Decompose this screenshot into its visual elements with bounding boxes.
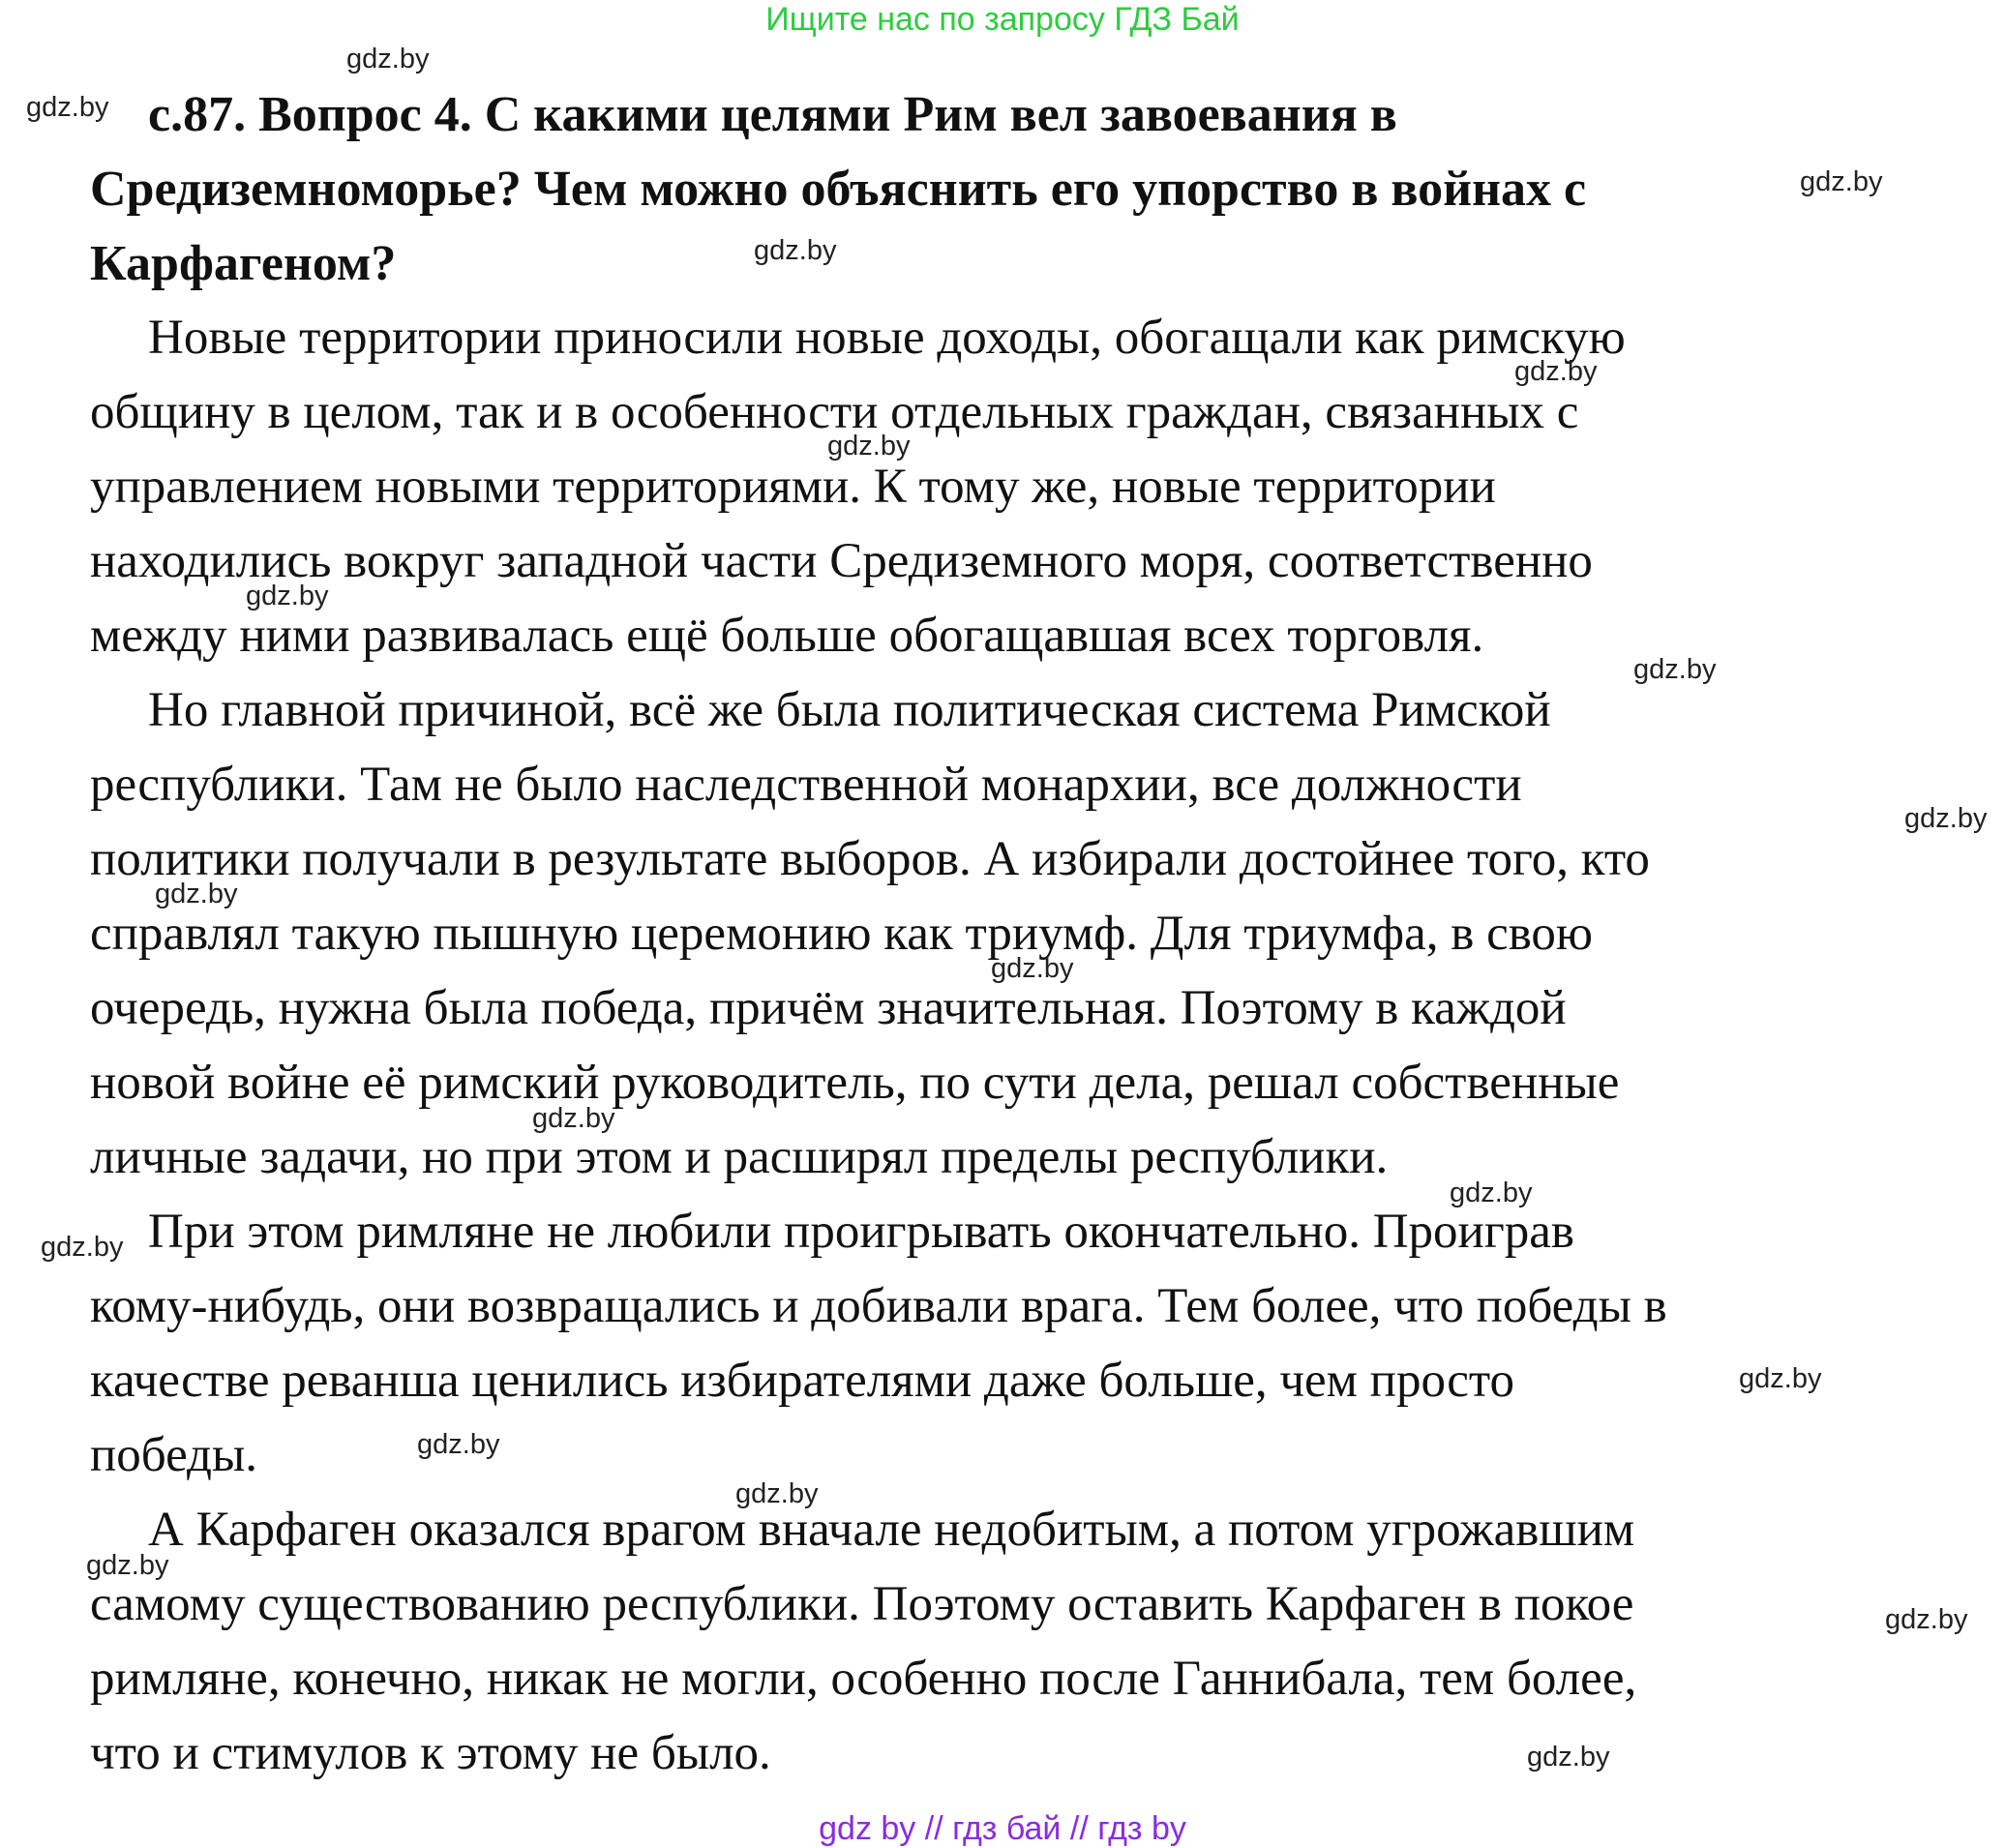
question-heading [90,77,1958,301]
answer-line: кому-нибудь, они возвращались и добивали врага. Тем более, что победы в [90,1279,1667,1333]
answer-line: политики получали в результате выборов. А избирали достойнее того, кто [90,832,1650,886]
watermark: gdz.by [754,235,837,266]
watermark: gdz.by [1904,803,1988,834]
answer-line: римляне, конечно, никак не могли, особенно после Ганнибала, тем более, [90,1652,1637,1706]
watermark: gdz.by [991,953,1074,984]
answer-line: Но главной причиной, всё же была политическая система Римской [148,683,1551,737]
heading-line-1: с.87. Вопрос 4. С какими целями Рим вел завоевания в [148,87,1397,142]
watermark: gdz.by [26,92,109,123]
watermark: gdz.by [86,1550,169,1581]
watermark: gdz.by [41,1232,124,1263]
answer-line: республики. Там не было наследственной монархии, все должности [90,758,1522,812]
answer-line: между ними развивалась ещё больше обогащавшая всех торговля. [90,609,1484,663]
watermark: gdz.by [1514,356,1598,387]
watermark: gdz.by [246,581,329,611]
answer-line: Новые территории приносили новые доходы, обогащали как римскую [148,311,1626,365]
answer-line: управлением новыми территориями. К тому же, новые территории [90,460,1496,514]
answer-line: личные задачи, но при этом и расширял пределы республики. [90,1130,1389,1184]
answer-line: При этом римляне не любили проигрывать окончательно. Проиграв [148,1205,1574,1259]
heading-line-2: Средиземноморье? Чем можно объяснить его упорство в войнах с [90,162,1587,217]
answer-line: общину в целом, так и в особенности отдельных граждан, связанных с [90,385,1579,439]
answer-line: самому существованию республики. Поэтому оставить Карфаген в покое [90,1577,1634,1631]
answer-line: справлял такую пышную церемонию как триумф. Для триумфа, в свою [90,907,1594,961]
watermark: gdz.by [1800,166,1883,197]
site-footer: gdz by // гдз бай // гдз by [819,1810,1186,1847]
answer-line: очередь, нужна была победа, причём значительная. Поэтому в каждой [90,981,1567,1035]
watermark: gdz.by [827,431,911,462]
watermark: gdz.by [1885,1604,1968,1635]
watermark: gdz.by [417,1429,500,1460]
answer-line: новой войне её римский руководитель, по сути дела, решал собственные [90,1056,1620,1110]
answer-line: победы. [90,1428,257,1482]
answer-line: что и стимулов к этому не было. [90,1726,771,1780]
answer-line: находились вокруг западной части Средиземного моря, соответственно [90,534,1593,588]
watermark: gdz.by [532,1103,615,1134]
watermark: gdz.by [346,44,430,75]
watermark: gdz.by [1633,654,1717,685]
watermark: gdz.by [1527,1742,1610,1773]
watermark: gdz.by [735,1478,819,1509]
answer-line: качестве реванша ценились избирателями даже больше, чем просто [90,1354,1514,1408]
watermark: gdz.by [1450,1177,1533,1208]
watermark: gdz.by [155,879,238,909]
answer-line: А Карфаген оказался врагом вначале недобитым, а потом угрожавшим [148,1503,1635,1557]
heading-line-3: Карфагеном? [90,236,397,291]
search-hint-banner: Ищите нас по запросу ГДЗ Бай [765,1,1240,38]
watermark: gdz.by [1739,1363,1822,1394]
